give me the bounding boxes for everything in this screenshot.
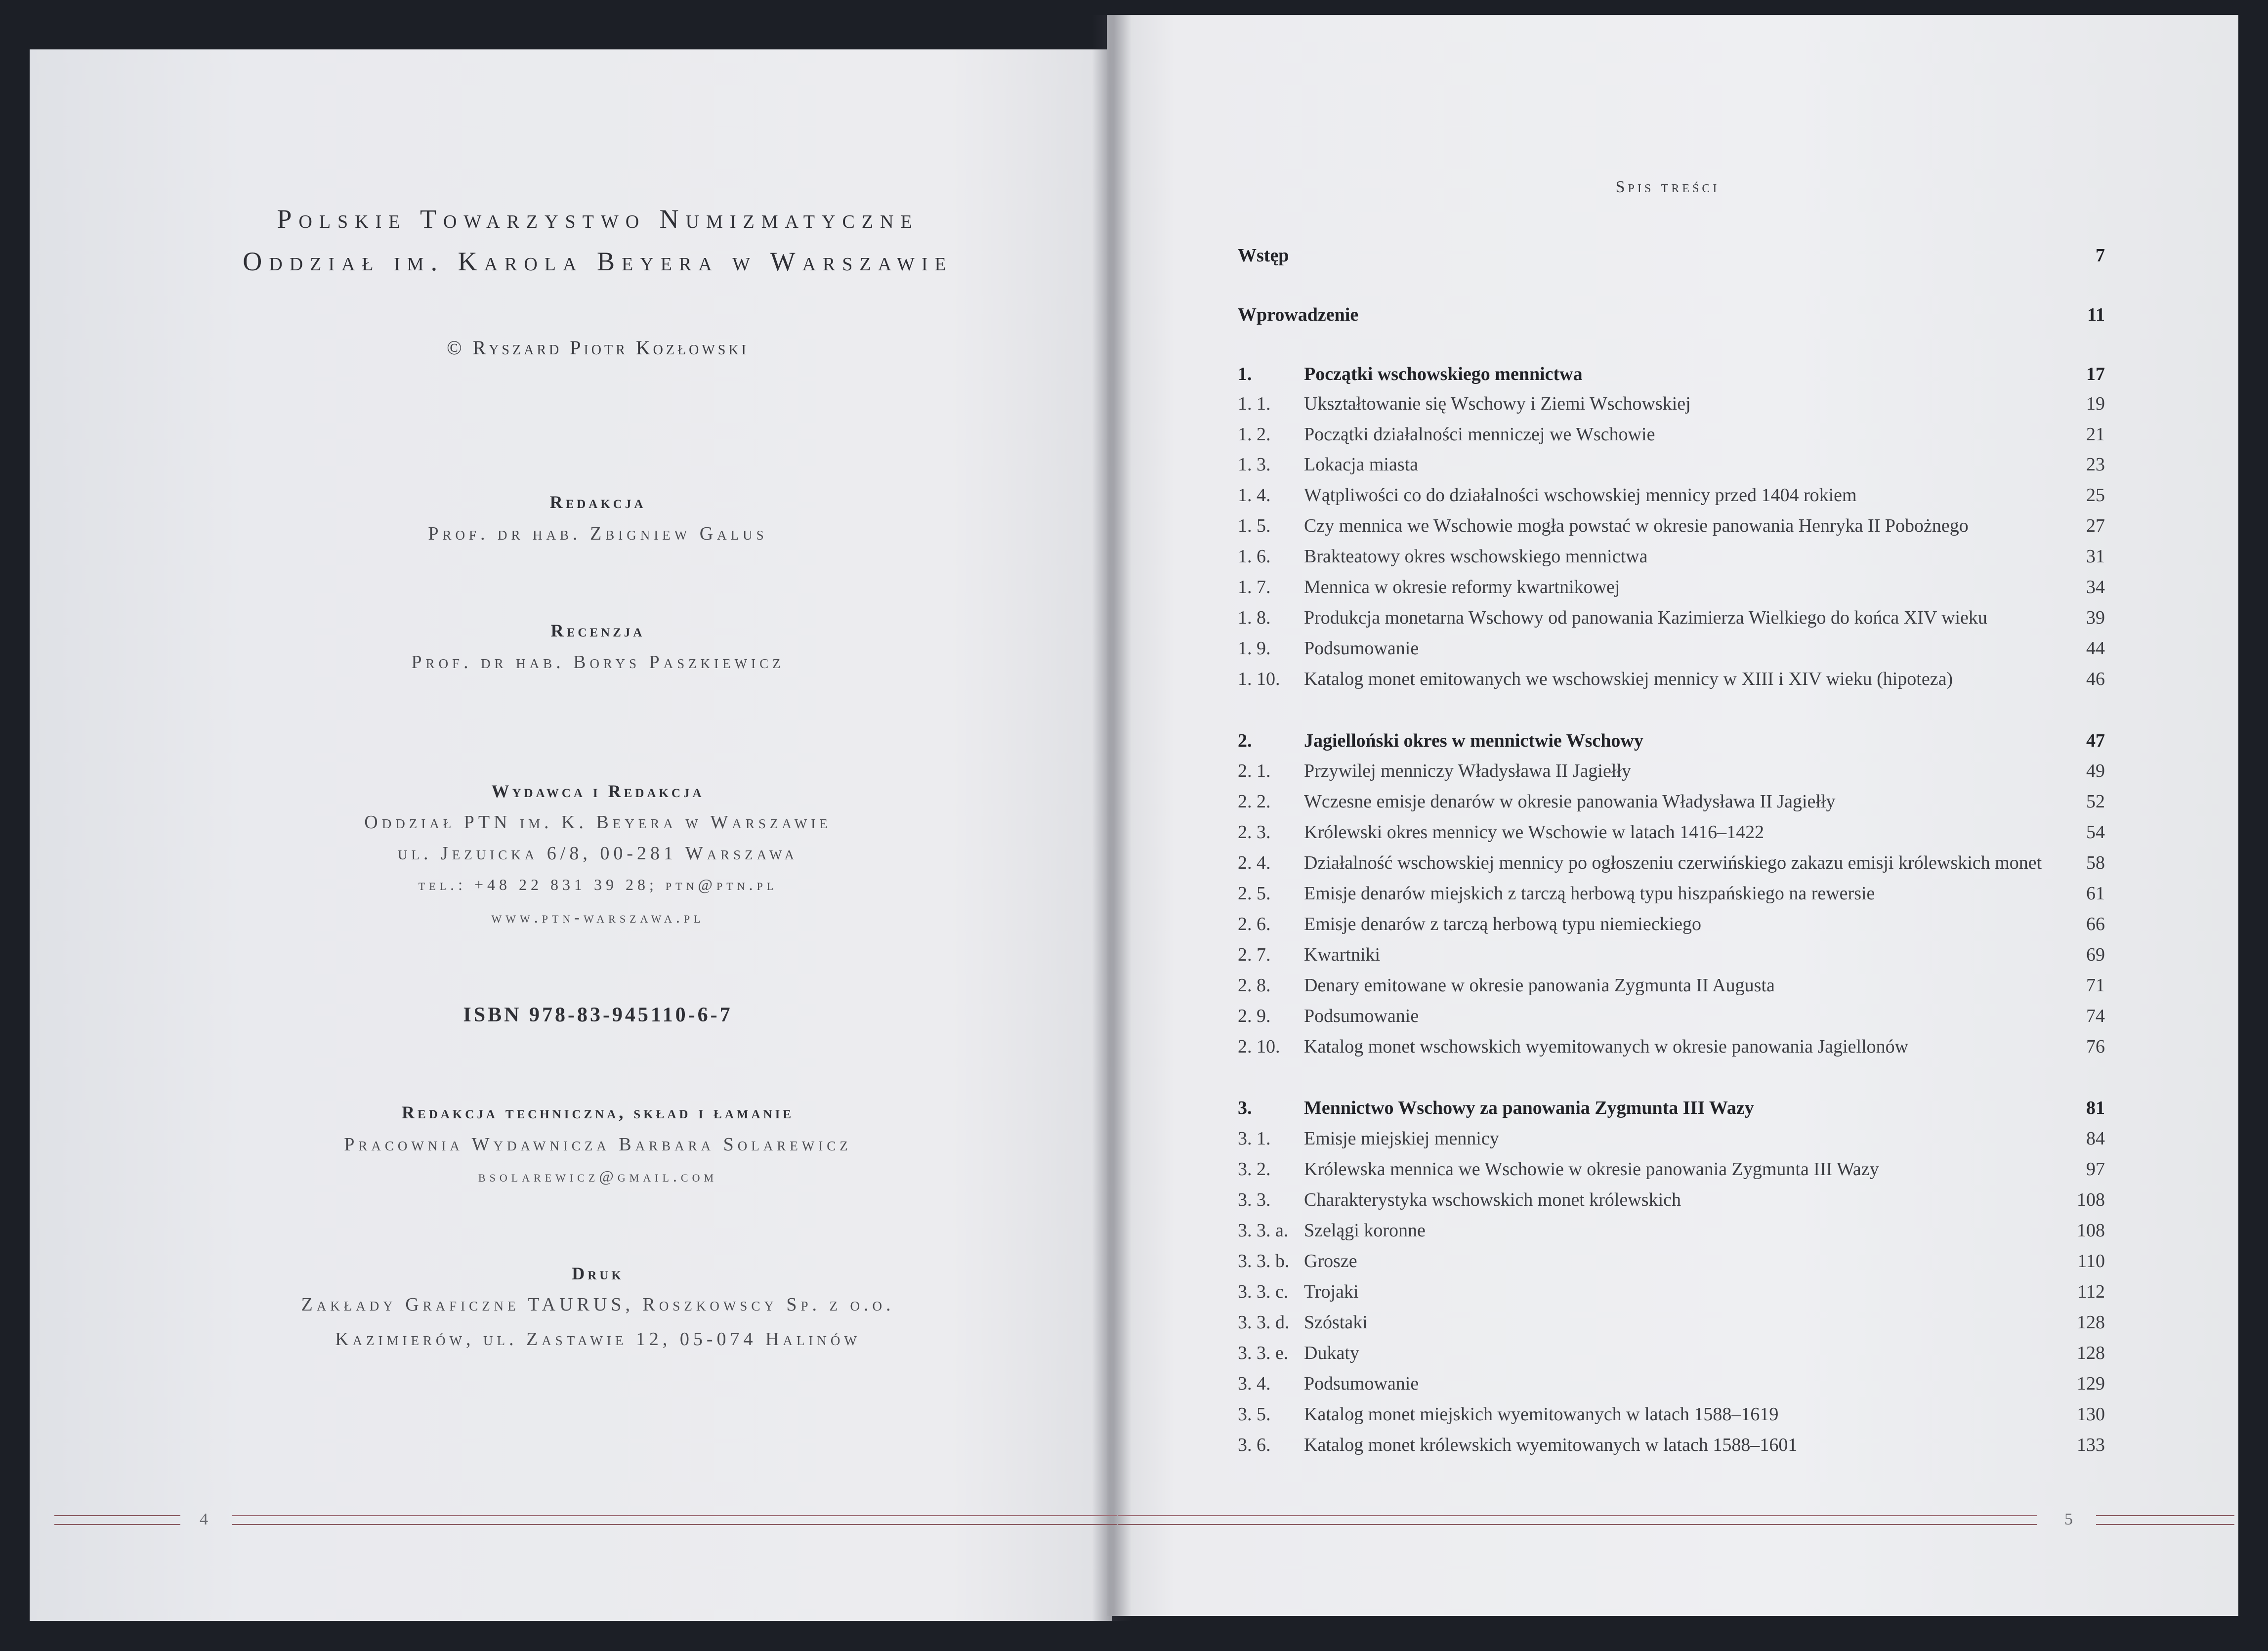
toc-entry-number: 1. 5.	[1238, 515, 1271, 536]
toc-entry-number: 1. 7.	[1238, 577, 1271, 597]
toc-entry	[1238, 1220, 2105, 1249]
toc-entry-page: 47	[2086, 730, 2105, 751]
toc-entry-number: 3.	[1238, 1098, 1252, 1118]
toc-entry-title: Ukształtowanie się Wschowy i Ziemi Wschowskiej	[1304, 393, 1691, 414]
society-line-1: Polskie Towarzystwo Numizmatyczne	[277, 204, 919, 234]
page-number-right: 5	[2064, 1510, 2073, 1528]
toc-entry-page: 49	[2086, 761, 2105, 781]
toc-entry-page: 84	[2086, 1128, 2105, 1149]
editor-name: Prof. dr hab. Zbigniew Galus	[428, 523, 768, 544]
toc-entry-page: 61	[2086, 883, 2105, 904]
toc-entry-title: Mennica w okresie reformy kwartnikowej	[1304, 577, 1620, 597]
toc-entry-page: 130	[2077, 1404, 2105, 1425]
toc-entry-number: 3. 6.	[1238, 1435, 1271, 1455]
footer-rule-right-outer	[2096, 1515, 2234, 1525]
toc-entry-page: 46	[2086, 669, 2105, 689]
toc-entry	[1238, 821, 2105, 851]
footer-rule-left-outer	[54, 1515, 180, 1525]
page-number-left: 4	[200, 1510, 208, 1528]
copyright-notice: © Ryszard Piotr Kozłowski	[447, 337, 749, 359]
toc-entry-number: 1. 10.	[1238, 669, 1280, 689]
toc-entry	[1238, 1189, 2105, 1219]
toc-entry-title: Emisje denarów z tarczą herbową typu niemieckiego	[1304, 914, 1701, 934]
toc-entry-title: Wątpliwości co do działalności wschowskiej mennicy przed 1404 rokiem	[1304, 485, 1857, 506]
toc-entry-number: 3. 5.	[1238, 1404, 1271, 1425]
toc-entry	[1238, 1342, 2105, 1372]
toc-entry-page: 17	[2086, 364, 2105, 384]
toc-entry-number: 2. 1.	[1238, 761, 1271, 781]
toc-entry	[1238, 1036, 2105, 1065]
isbn: ISBN 978-83-945110-6-7	[463, 1004, 733, 1026]
toc-entry-number: 2. 3.	[1238, 822, 1271, 843]
toc-entry	[1238, 245, 2105, 274]
toc-entry	[1238, 1434, 2105, 1464]
toc-entry	[1238, 546, 2105, 575]
toc-entry	[1238, 760, 2105, 790]
toc-entry-title: Dukaty	[1304, 1343, 1359, 1363]
technical-editing-label: Redakcja techniczna, skład i łamanie	[401, 1102, 794, 1122]
toc-entry-title: Trojaki	[1304, 1281, 1359, 1302]
toc-entry-page: 52	[2086, 791, 2105, 812]
toc-entry-number: 3. 3. c.	[1238, 1281, 1289, 1302]
toc-entry	[1238, 454, 2105, 483]
toc-entry-title: Katalog monet wschowskich wyemitowanych w okresie panowania Jagiellonów	[1304, 1036, 1909, 1057]
toc-entry-title: Królewski okres mennicy we Wschowie w latach 1416–1422	[1304, 822, 1764, 843]
toc-entry-page: 97	[2086, 1159, 2105, 1180]
left-page	[30, 49, 1112, 1621]
toc-entry-page: 19	[2086, 393, 2105, 414]
toc-entry-title: Wczesne emisje denarów w okresie panowania Władysława II Jagiełły	[1304, 791, 1836, 812]
toc-entry-title: Początki wschowskiego mennictwa	[1304, 364, 1583, 384]
toc-entry-number: 3. 3. a.	[1238, 1220, 1289, 1241]
toc-entry-title: Produkcja monetarna Wschowy od panowania Kazimierza Wielkiego do końca XIV wieku	[1304, 607, 1987, 628]
toc-entry-title: Katalog monet miejskich wyemitowanych w latach 1588–1619	[1304, 1404, 1779, 1425]
toc-entry-page: 110	[2077, 1251, 2105, 1271]
toc-entry-number: 3. 2.	[1238, 1159, 1271, 1180]
toc-entry	[1238, 576, 2105, 606]
toc-entry	[1238, 1158, 2105, 1188]
review-name: Prof. dr hab. Borys Paszkiewicz	[411, 652, 785, 673]
toc-entry-number: 2. 5.	[1238, 883, 1271, 904]
toc-entry-title: Podsumowanie	[1304, 1373, 1419, 1394]
publisher-website: www.ptn-warszawa.pl	[491, 908, 705, 926]
book-gutter	[1092, 15, 1132, 1621]
toc-entry-number: 2. 4.	[1238, 852, 1271, 873]
toc-entry-title: Szelągi koronne	[1304, 1220, 1426, 1241]
toc-entry-title: Wprowadzenie	[1238, 304, 1359, 325]
toc-entry	[1238, 1097, 2105, 1127]
toc-entry-page: 21	[2086, 424, 2105, 445]
toc-entry-page: 7	[2096, 245, 2105, 266]
toc-entry	[1238, 668, 2105, 698]
toc-entry-page: 108	[2077, 1189, 2105, 1210]
printer-address: Kazimierów, ul. Zastawie 12, 05-074 Halinów	[335, 1329, 861, 1350]
toc-entry-number: 1.	[1238, 364, 1252, 384]
toc-entry-title: Szóstaki	[1304, 1312, 1368, 1333]
toc-entry-page: 54	[2086, 822, 2105, 843]
toc-entry-page: 128	[2077, 1343, 2105, 1363]
toc-entry-number: 2. 9.	[1238, 1006, 1271, 1026]
toc-entry-number: 1. 2.	[1238, 424, 1271, 445]
toc-entry-number: 3. 3. b.	[1238, 1251, 1290, 1271]
toc-entry-page: 11	[2087, 304, 2105, 325]
toc-entry-page: 81	[2086, 1098, 2105, 1118]
toc-entry-title: Brakteatowy okres wschowskiego mennictwa	[1304, 546, 1648, 567]
toc-entry-page: 25	[2086, 485, 2105, 506]
toc-entry-title: Lokacja miasta	[1304, 454, 1419, 475]
toc-entry-number: 3. 3. e.	[1238, 1343, 1289, 1363]
toc-entry	[1238, 791, 2105, 820]
toc-entry-title: Podsumowanie	[1304, 1006, 1419, 1026]
toc-entry-page: 69	[2086, 944, 2105, 965]
toc-entry-page: 74	[2086, 1006, 2105, 1026]
editor-label: Redakcja	[549, 492, 646, 512]
toc-entry	[1238, 484, 2105, 514]
toc-entry	[1238, 913, 2105, 943]
toc-entry	[1238, 423, 2105, 453]
toc-entry	[1238, 730, 2105, 760]
publisher-address: ul. Jezuicka 6/8, 00-281 Warszawa	[398, 843, 798, 864]
publisher-name: Oddział PTN im. K. Beyera w Warszawie	[364, 812, 832, 833]
toc-entry-page: 31	[2086, 546, 2105, 567]
toc-entry-number: 2.	[1238, 730, 1252, 751]
toc-entry-page: 34	[2086, 577, 2105, 597]
toc-entry-title: Grosze	[1304, 1251, 1357, 1271]
toc-entry	[1238, 363, 2105, 393]
toc-entry-title: Działalność wschowskiej mennicy po ogłoszeniu czerwińskiego zakazu emisji królewskich monet	[1304, 852, 2042, 873]
toc-entry-title: Emisje miejskiej mennicy	[1304, 1128, 1499, 1149]
toc-entry	[1238, 515, 2105, 545]
technical-editing-email: bsolarewicz@gmail.com	[478, 1167, 718, 1185]
toc-entry-title: Emisje denarów miejskich z tarczą herbową typu hiszpańskiego na rewersie	[1304, 883, 1875, 904]
toc-entry-title: Katalog monet emitowanych we wschowskiej mennicy w XIII i XIV wieku (hipoteza)	[1304, 669, 1953, 689]
toc-entry-page: 108	[2077, 1220, 2105, 1241]
print-label: Druk	[572, 1264, 624, 1283]
toc-entry-number: 2. 8.	[1238, 975, 1271, 996]
technical-editing-studio: Pracownia Wydawnicza Barbara Solarewicz	[344, 1134, 852, 1155]
footer-rule-left-inner	[232, 1515, 1117, 1525]
toc-entry	[1238, 1373, 2105, 1402]
toc-entry-title: Czy mennica we Wschowie mogła powstać w okresie panowania Henryka II Pobożnego	[1304, 515, 1969, 536]
toc-entry-number: 3. 4.	[1238, 1373, 1271, 1394]
toc-entry-page: 133	[2077, 1435, 2105, 1455]
footer-rule-right-inner	[1118, 1515, 2037, 1525]
toc-heading: Spis treści	[1615, 178, 1720, 196]
toc-entry-number: 1. 9.	[1238, 638, 1271, 659]
toc-entry	[1238, 1281, 2105, 1311]
toc-entry	[1238, 1128, 2105, 1157]
toc-entry	[1238, 944, 2105, 974]
toc-entry-title: Denary emitowane w okresie panowania Zygmunta II Augusta	[1304, 975, 1775, 996]
toc-entry-number: 1. 8.	[1238, 607, 1271, 628]
toc-entry-number: 3. 3.	[1238, 1189, 1271, 1210]
toc-entry-number: 2. 2.	[1238, 791, 1271, 812]
toc-entry-page: 39	[2086, 607, 2105, 628]
toc-entry-page: 27	[2086, 515, 2105, 536]
toc-entry-number: 3. 1.	[1238, 1128, 1271, 1149]
toc-entry-number: 3. 3. d.	[1238, 1312, 1290, 1333]
printer-name: Zakłady Graficzne TAURUS, Roszkowscy Sp. z o.o.	[301, 1294, 895, 1315]
toc-entry-title: Katalog monet królewskich wyemitowanych w latach 1588–1601	[1304, 1435, 1798, 1455]
toc-entry-page: 112	[2077, 1281, 2105, 1302]
toc-entry-number: 1. 6.	[1238, 546, 1271, 567]
toc-entry-page: 44	[2086, 638, 2105, 659]
toc-entry	[1238, 393, 2105, 423]
toc-entry	[1238, 852, 2105, 882]
toc-entry-page: 71	[2086, 975, 2105, 996]
toc-entry	[1238, 1005, 2105, 1035]
toc-entry-title: Kwartniki	[1304, 944, 1381, 965]
toc-entry-page: 76	[2086, 1036, 2105, 1057]
society-line-2: Oddział im. Karola Beyera w Warszawie	[243, 247, 953, 276]
toc-entry-page: 58	[2086, 852, 2105, 873]
toc-entry-title: Charakterystyka wschowskich monet królewskich	[1304, 1189, 1681, 1210]
toc-entry-title: Królewska mennica we Wschowie w okresie panowania Zygmunta III Wazy	[1304, 1159, 1879, 1180]
toc-entry-number: 1. 4.	[1238, 485, 1271, 506]
toc-entry-page: 66	[2086, 914, 2105, 934]
toc-entry-page: 23	[2086, 454, 2105, 475]
toc-entry	[1238, 1250, 2105, 1280]
toc-entry	[1238, 974, 2105, 1004]
publisher-contact: tel.: +48 22 831 39 28; ptn@ptn.pl	[418, 876, 778, 893]
toc-entry	[1238, 883, 2105, 912]
publisher-label: Wydawca i Redakcja	[491, 781, 705, 801]
toc-entry-title: Jagielloński okres w mennictwie Wschowy	[1304, 730, 1643, 751]
toc-entry-number: 1. 1.	[1238, 393, 1271, 414]
toc-entry	[1238, 1403, 2105, 1433]
review-label: Recenzja	[550, 621, 645, 640]
toc-entry-title: Podsumowanie	[1304, 638, 1419, 659]
toc-entry-number: 1. 3.	[1238, 454, 1271, 475]
toc-entry-page: 129	[2077, 1373, 2105, 1394]
toc-entry-title: Początki działalności menniczej we Wschowie	[1304, 424, 1655, 445]
toc-entry-title: Mennictwo Wschowy za panowania Zygmunta III Wazy	[1304, 1098, 1754, 1118]
toc-entry-page: 128	[2077, 1312, 2105, 1333]
toc-entry-title: Wstęp	[1238, 245, 1289, 266]
toc-entry-number: 2. 7.	[1238, 944, 1271, 965]
toc-entry	[1238, 637, 2105, 667]
toc-entry-number: 2. 6.	[1238, 914, 1271, 934]
toc-entry	[1238, 1312, 2105, 1341]
toc-entry-number: 2. 10.	[1238, 1036, 1280, 1057]
toc-entry	[1238, 304, 2105, 334]
toc-entry	[1238, 607, 2105, 636]
toc-entry-title: Przywilej menniczy Władysława II Jagiełły	[1304, 761, 1631, 781]
